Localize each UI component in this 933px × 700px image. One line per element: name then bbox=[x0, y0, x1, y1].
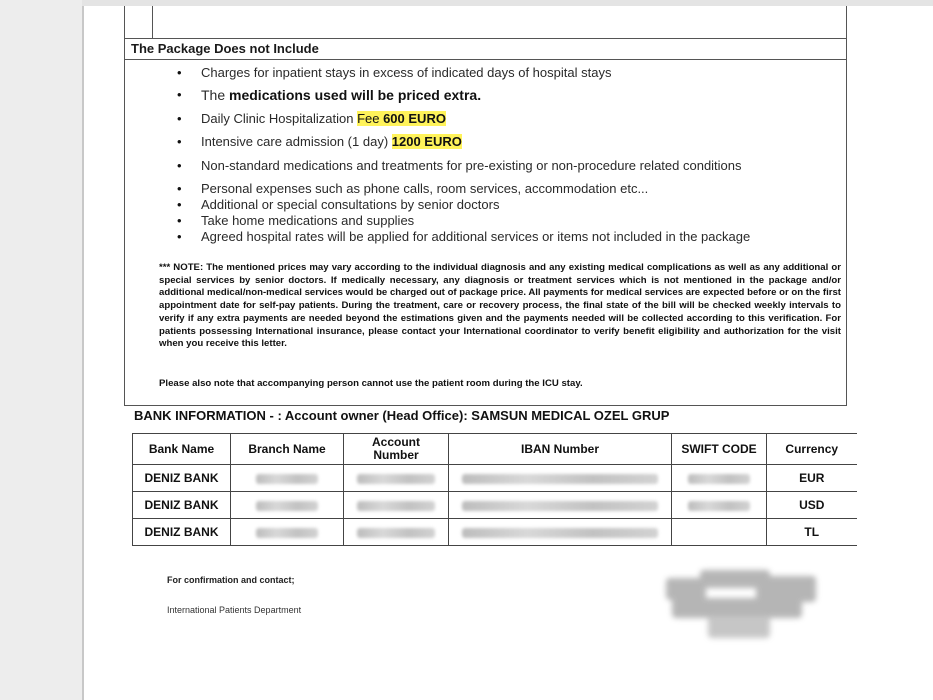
iban-redacted bbox=[449, 519, 672, 546]
table-header-row bbox=[133, 434, 857, 465]
swift-code-redacted bbox=[672, 465, 767, 492]
list-item bbox=[177, 65, 837, 80]
fee-amount: 1200 EURO bbox=[391, 134, 462, 149]
item-text: Intensive care admission (1 day) bbox=[201, 134, 392, 149]
bank-name-cell: DENIZ BANK bbox=[133, 492, 231, 519]
list-item bbox=[177, 87, 837, 103]
fee-amount: 600 EURO bbox=[383, 111, 446, 126]
list-item bbox=[177, 134, 837, 149]
account-number-redacted bbox=[344, 519, 449, 546]
currency-cell: TL bbox=[767, 519, 857, 546]
iban-redacted bbox=[449, 465, 672, 492]
item-text: Daily Clinic Hospitalization bbox=[201, 111, 358, 126]
list-item bbox=[177, 197, 837, 212]
item-prefix: The bbox=[201, 87, 230, 103]
exclusions-section bbox=[124, 38, 847, 406]
branch-name-redacted bbox=[231, 519, 344, 546]
swift-code-redacted bbox=[672, 492, 767, 519]
column-header: IBAN Number bbox=[449, 434, 672, 465]
fee-label: Fee bbox=[357, 111, 384, 126]
currency-cell: EUR bbox=[767, 465, 857, 492]
list-item bbox=[177, 158, 837, 173]
currency-cell: USD bbox=[767, 492, 857, 519]
item-text: Additional or special consultations by senior doctors bbox=[201, 197, 500, 212]
list-item bbox=[177, 111, 837, 126]
list-item bbox=[177, 181, 837, 196]
column-header: Bank Name bbox=[133, 434, 231, 465]
document-page bbox=[82, 6, 933, 700]
item-strong-text: medications used will be priced extra bbox=[229, 87, 478, 103]
pricing-note: *** NOTE: The mentioned prices may vary according to the individual diagnosis and any existing medical complications as well as any additional or special services by senior doctors. If medically necessary, any diagnosis or treatment services which is not mentioned in the package and/or additional medical/non-medical services would be charged out of package price. All payments for medical services are expected before or on the first appointment date for self-pay patients. During the treatment, care or recovery process, the final state of the bill will be checked weekly intervals to verify if any extra payments are needed beyond the estimations given and the payments needed will be collected according to this verification. For patients possessing International insurance, please contact your International coordinator to verify benefit eligibility and authorization for the visit when you receive this letter. bbox=[159, 262, 841, 350]
confirmation-text: For confirmation and contact; bbox=[167, 575, 295, 585]
bank-info-table bbox=[132, 433, 857, 546]
account-number-redacted bbox=[344, 492, 449, 519]
list-item bbox=[177, 229, 837, 244]
item-text: Charges for inpatient stays in excess of indicated days of hospital stays bbox=[201, 65, 612, 80]
column-header bbox=[344, 434, 449, 465]
exclusions-title: The Package Does not Include bbox=[131, 41, 319, 56]
branch-name-redacted bbox=[231, 465, 344, 492]
swift-code-empty bbox=[672, 519, 767, 546]
account-number-redacted bbox=[344, 465, 449, 492]
icu-note: Please also note that accompanying person cannot use the patient room during the ICU stay. bbox=[159, 378, 583, 389]
table-row bbox=[133, 465, 857, 492]
column-header: Currency bbox=[767, 434, 857, 465]
table-row bbox=[133, 519, 857, 546]
viewer-left-margin bbox=[0, 0, 82, 700]
item-text: Personal expenses such as phone calls, room services, accommodation etc... bbox=[201, 181, 649, 196]
department-text: International Patients Department bbox=[167, 605, 302, 615]
table-row bbox=[133, 492, 857, 519]
item-text: Take home medications and supplies bbox=[201, 213, 415, 228]
item-text: Agreed hospital rates will be applied for additional services or items not included in the package bbox=[201, 229, 751, 244]
bank-information-header: BANK INFORMATION - : Account owner (Head Office): SAMSUN MEDICAL OZEL GRUP bbox=[134, 408, 670, 423]
bank-name-cell: DENIZ BANK bbox=[133, 519, 231, 546]
column-header: SWIFT CODE bbox=[672, 434, 767, 465]
iban-redacted bbox=[449, 492, 672, 519]
previous-table-strip bbox=[124, 6, 847, 38]
list-item bbox=[177, 213, 837, 228]
branch-name-redacted bbox=[231, 492, 344, 519]
table-divider bbox=[152, 6, 153, 38]
column-header: Branch Name bbox=[231, 434, 344, 465]
item-suffix: . bbox=[477, 87, 482, 103]
exclusions-list bbox=[177, 59, 837, 244]
column-header-label: Account Number bbox=[372, 435, 420, 462]
bank-name-cell: DENIZ BANK bbox=[133, 465, 231, 492]
item-text: Non-standard medications and treatments for pre-existing or non-procedure related conditions bbox=[201, 158, 742, 173]
signature-stamp-image bbox=[660, 564, 828, 644]
